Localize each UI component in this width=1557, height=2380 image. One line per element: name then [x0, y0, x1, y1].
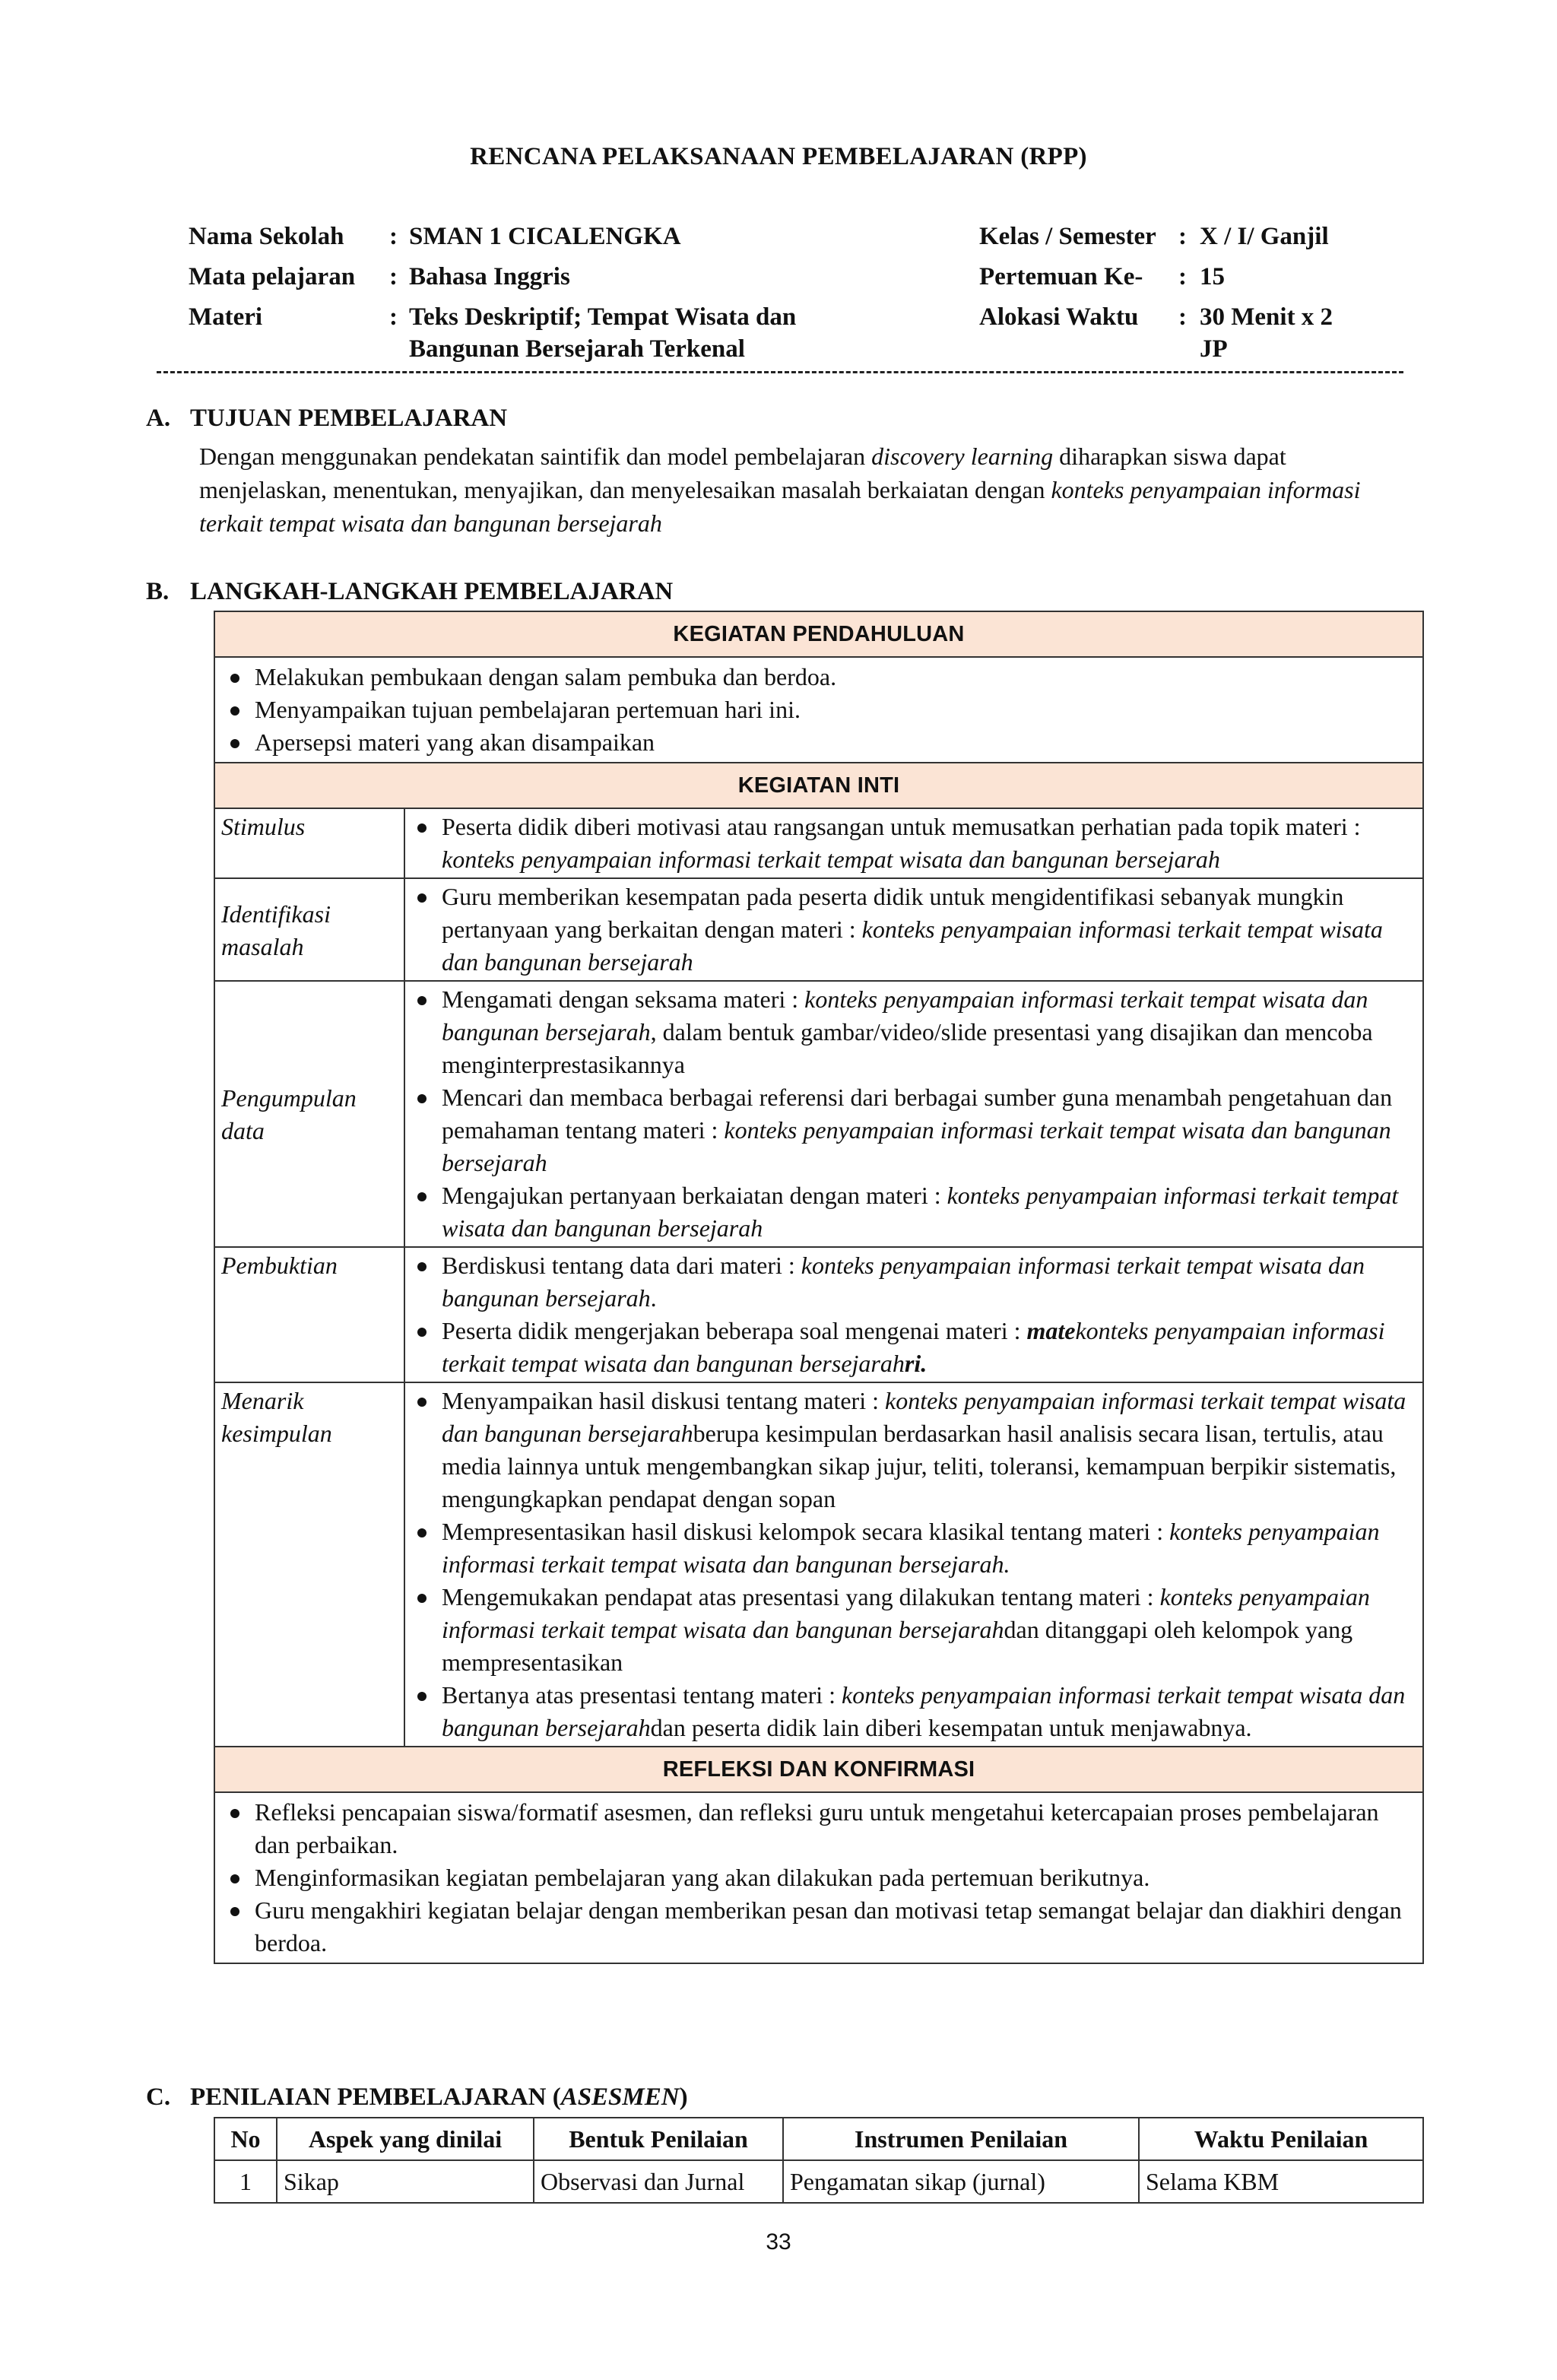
table-header-row: [214, 2118, 1423, 2160]
pertemuan-label: Pertemuan Ke-: [979, 263, 1143, 290]
text-italic: konteks penyampaian informasi terkait tempat wisata dan bangunan bersejarah.: [442, 1518, 1380, 1578]
list-item: Menginformasikan kegiatan pembelajaran yang akan dilakukan pada pertemuan berikutnya.: [223, 1861, 1413, 1894]
text: , dalam bentuk gambar/video/slide presentasi yang disajikan dan mencoba menginterprestasikannya: [442, 1018, 1373, 1078]
materi-value-line1: Teks Deskriptif; Tempat Wisata dan: [409, 303, 797, 331]
alokasi-value-line2: JP: [1200, 335, 1228, 363]
stage-stimulus: Stimulus: [214, 808, 404, 878]
menarik-cell: [404, 1382, 1423, 1747]
text-italic: konteks penyampaian informasi terkait tempat wisata dan bangunan bersejarah: [442, 1116, 1391, 1176]
list-item: [410, 1249, 1415, 1315]
text: dan peserta didik lain diberi kesempatan untuk menjawabnya.: [650, 1714, 1252, 1741]
school-info-right: [979, 221, 1405, 373]
text: Menyampaikan hasil diskusi tentang materi :: [442, 1387, 885, 1414]
section-b-heading: [146, 578, 673, 606]
pertemuan-value: 15: [1200, 263, 1225, 290]
materi-label: Materi: [189, 303, 263, 331]
table-cell: Sikap: [277, 2160, 534, 2203]
section-title: PENILAIAN PEMBELAJARAN (: [190, 2083, 561, 2111]
colon: :: [1178, 223, 1187, 250]
text-italic: konteks penyampaian informasi terkait tempat wisata dan bangunan bersejarah: [442, 1583, 1370, 1643]
list-item: [410, 983, 1415, 1081]
refleksi-header: REFLEKSI DAN KONFIRMASI: [214, 1747, 1423, 1792]
column-header: Bentuk Penilaian: [534, 2118, 783, 2160]
section-letter: B.: [146, 578, 170, 605]
list-item: [410, 1515, 1415, 1581]
text: diharapkan siswa dapat menjelaskan, menentukan, menyajikan, dan menyelesaikan masalah berkaiatan dengan: [199, 443, 1286, 503]
colon: :: [1178, 263, 1187, 290]
column-header: Waktu Penilaian: [1139, 2118, 1423, 2160]
list-item: Apersepsi materi yang akan disampaikan: [223, 726, 1413, 759]
colon: :: [389, 303, 398, 331]
text-italic: konteks penyampaian informasi terkait tempat wisata dan bangunan bersejarah: [442, 1252, 1365, 1312]
document-title: RENCANA PELAKSANAAN PEMBELAJARAN (RPP): [470, 143, 1087, 170]
stage-pengumpulan: Pengumpulan data: [214, 981, 404, 1247]
tujuan-paragraph: [199, 440, 1416, 540]
list-item: Refleksi pencapaian siswa/formatif asesmen, dan refleksi guru untuk mengetahui ketercapaian proses pembelajaran dan perbaikan.: [223, 1796, 1413, 1861]
list-item: [410, 1179, 1415, 1245]
section-title-end: ): [679, 2083, 688, 2111]
text: Mempresentasikan hasil diskusi kelompok secara klasikal tentang materi :: [442, 1518, 1170, 1545]
column-header: Instrumen Penilaian: [783, 2118, 1139, 2160]
school-info-left: [189, 221, 797, 373]
section-title: TUJUAN PEMBELAJARAN: [190, 405, 508, 432]
text-italic: konteks penyampaian informasi terkait tempat wisata dan bangunan bersejarah: [199, 476, 1361, 537]
inti-header: KEGIATAN INTI: [214, 763, 1423, 808]
text-italic: konteks penyampaian informasi terkait tempat wisata dan bangunan bersejarah: [442, 1681, 1406, 1741]
page-number: 33: [766, 2229, 791, 2255]
text: Mengajukan pertanyaan berkaiatan dengan materi :: [442, 1182, 947, 1209]
list-item: Melakukan pembukaan dengan salam pembuka dan berdoa.: [223, 661, 1413, 693]
section-a-heading: [146, 405, 507, 433]
nama-sekolah-value: SMAN 1 CICALENGKA: [409, 223, 681, 250]
text-italic: konteks penyampaian informasi terkait tempat wisata dan bangunan bersejarah: [442, 846, 1220, 873]
column-header: Aspek yang dinilai: [277, 2118, 534, 2160]
pembuktian-cell: [404, 1247, 1423, 1382]
text-italic: discovery learning: [871, 443, 1054, 470]
text-italic: konteks penyampaian informasi terkait tempat wisata dan bangunan bersejarah: [442, 1317, 1385, 1377]
table-row: [214, 2160, 1423, 2203]
assessment-table: [214, 2117, 1424, 2204]
learning-steps-table: [214, 611, 1424, 1964]
text: Peserta didik diberi motivasi atau rangsangan untuk memusatkan perhatian pada topik materi :: [442, 813, 1361, 840]
table-cell: Observasi dan Jurnal: [534, 2160, 783, 2203]
alokasi-value-line1: 30 Menit x 2: [1200, 303, 1333, 331]
stimulus-cell: [404, 808, 1423, 878]
table-cell: 1: [214, 2160, 277, 2203]
text: Guru memberikan kesempatan pada peserta didik untuk mengidentifikasi sebanyak mungkin pertanyaan yang berkaitan dengan materi :: [442, 883, 1344, 943]
text: Dengan menggunakan pendekatan saintifik dan model pembelajaran: [199, 443, 872, 470]
text-bold-italic: ri.: [904, 1350, 928, 1377]
list-item: [410, 1081, 1415, 1179]
stage-pembuktian: Pembuktian: [214, 1247, 404, 1382]
pengumpulan-cell: [404, 981, 1423, 1247]
list-item: [410, 881, 1415, 979]
text: Mengemukakan pendapat atas presentasi yang dilakukan tentang materi :: [442, 1583, 1160, 1610]
colon: :: [389, 263, 398, 290]
section-c-heading: [146, 2083, 688, 2112]
mapel-value: Bahasa Inggris: [409, 263, 570, 290]
section-title-italic: ASESMEN: [560, 2083, 680, 2111]
text: Peserta didik mengerjakan beberapa soal mengenai materi :: [442, 1317, 1027, 1344]
text: .: [650, 1284, 657, 1312]
kelas-label: Kelas / Semester: [979, 223, 1156, 250]
text-italic: konteks penyampaian informasi terkait tempat wisata dan bangunan bersejarah: [442, 985, 1368, 1046]
table-cell: Pengamatan sikap (jurnal): [783, 2160, 1139, 2203]
pendahuluan-cell: [214, 657, 1423, 763]
list-item: [410, 811, 1415, 876]
alokasi-label: Alokasi Waktu: [979, 303, 1139, 331]
list-item: [410, 1385, 1415, 1515]
kelas-value: X / I/ Ganjil: [1200, 223, 1329, 250]
text-bold-italic: mate: [1026, 1317, 1076, 1344]
text: Bertanya atas presentasi tentang materi :: [442, 1681, 842, 1709]
text: Mengamati dengan seksama materi :: [442, 985, 805, 1013]
refleksi-cell: [214, 1792, 1423, 1963]
list-item: Guru mengakhiri kegiatan belajar dengan memberikan pesan dan motivasi tetap semangat belajar dan diakhiri dengan berdoa.: [223, 1894, 1413, 1960]
text-italic: konteks penyampaian informasi terkait tempat wisata dan bangunan bersejarah: [442, 1387, 1406, 1447]
stage-menarik: Menarik kesimpulan: [214, 1382, 404, 1747]
section-title: LANGKAH-LANGKAH PEMBELAJARAN: [190, 578, 674, 605]
text-italic: konteks penyampaian informasi terkait tempat wisata dan bangunan bersejarah: [442, 1182, 1399, 1242]
text: dan ditanggapi oleh kelompok yang mempresentasikan: [442, 1616, 1353, 1676]
nama-sekolah-label: Nama Sekolah: [189, 223, 344, 250]
materi-value-line2: Bangunan Bersejarah Terkenal: [409, 335, 745, 363]
list-item: [410, 1315, 1415, 1380]
identifikasi-cell: [404, 878, 1423, 981]
section-letter: C.: [146, 2083, 171, 2111]
stage-identifikasi: Identifikasi masalah: [214, 878, 404, 981]
list-item: Menyampaikan tujuan pembelajaran pertemuan hari ini.: [223, 693, 1413, 726]
table-cell: Selama KBM: [1139, 2160, 1423, 2203]
colon: :: [389, 223, 398, 250]
text: Berdiskusi tentang data dari materi :: [442, 1252, 801, 1279]
column-header: No: [214, 2118, 277, 2160]
list-item: [410, 1581, 1415, 1679]
text: Mencari dan membaca berbagai referensi dari berbagai sumber guna menambah pengetahuan dan pemahaman tentang materi :: [442, 1084, 1393, 1144]
list-item: [410, 1679, 1415, 1744]
section-letter: A.: [146, 405, 171, 432]
text-italic: konteks penyampaian informasi terkait tempat wisata dan bangunan bersejarah: [442, 916, 1383, 976]
colon: :: [1178, 303, 1187, 331]
text: berupa kesimpulan berdasarkan hasil analisis secara lisan, tertulis, atau media lainnya untuk mengembangkan sikap jujur, teliti, toleransi, kemampuan berpikir sistematis, mengungkapkan pendapat dengan sopan: [442, 1420, 1397, 1512]
pendahuluan-header: KEGIATAN PENDAHULUAN: [214, 611, 1423, 657]
mapel-label: Mata pelajaran: [189, 263, 356, 290]
dashed-divider: [157, 371, 1403, 373]
